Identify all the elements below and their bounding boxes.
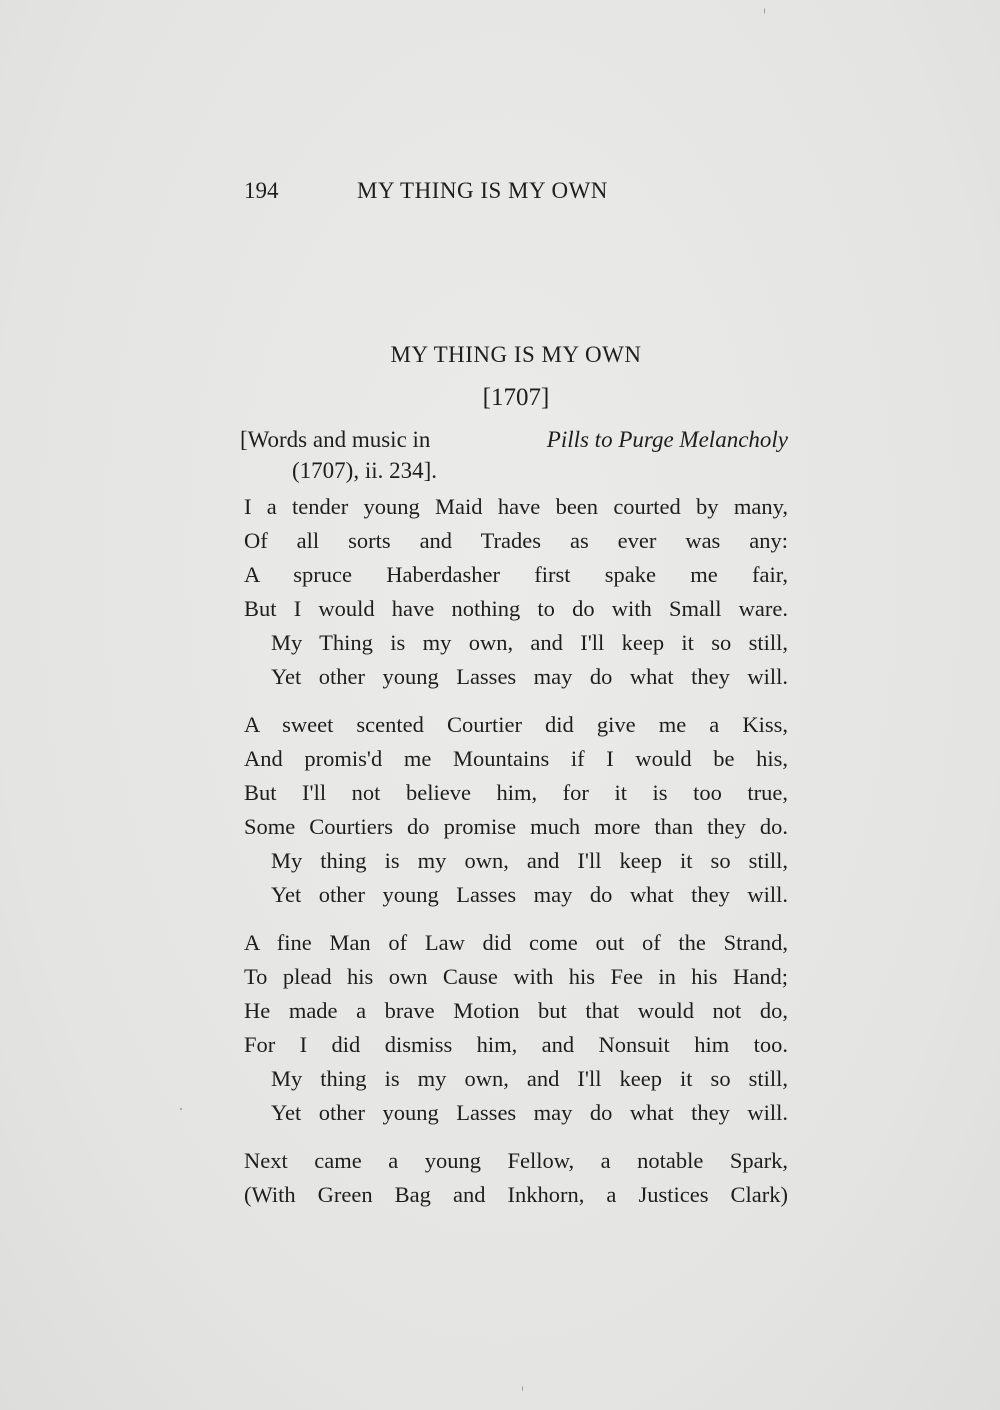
verse-line: Of all sorts and Trades as ever was any: [244,528,788,553]
stanza [244,926,788,1130]
stanza [244,490,788,694]
verse-line: (With Green Bag and Inkhorn, a Justices Clark) [244,1182,788,1207]
paper-speck [522,1386,523,1391]
refrain-line: Yet other young Lasses may do what they will. [271,1100,788,1125]
verse-line: A sweet scented Courtier did give me a Kiss, [244,712,788,737]
editorial-note [240,424,788,486]
note-line [240,455,788,486]
verse-line: I a tender young Maid have been courted by many, [244,494,788,519]
poem-title: MY THING IS MY OWN [390,342,642,367]
page-number: 194 [244,178,279,203]
running-head [244,178,664,212]
refrain-line: My Thing is my own, and I'll keep it so still, [271,630,788,655]
poem-date: [1707] [482,384,550,411]
note-source: Pills to Purge Melancholy [546,427,788,452]
paper-speck [180,1108,182,1110]
running-head-title: MY THING IS MY OWN [357,178,608,203]
verse-line: To plead his own Cause with his Fee in his Hand; [244,964,788,989]
verse-line: But I would have nothing to do with Small ware. [244,596,788,621]
verse-line: He made a brave Motion but that would not do, [244,998,788,1023]
verse-line: Next came a young Fellow, a notable Spark, [244,1148,788,1173]
refrain-line: Yet other young Lasses may do what they will. [271,882,788,907]
stanza [244,1144,788,1212]
refrain-line: My thing is my own, and I'll keep it so still, [271,848,788,873]
verse-line: A fine Man of Law did come out of the Strand, [244,930,788,955]
note-prefix: [Words and music in [240,427,431,452]
note-suffix: (1707), ii. 234]. [292,458,438,483]
verse-line: Some Courtiers do promise much more than they do. [244,814,788,839]
verse-line: But I'll not believe him, for it is too true, [244,780,788,805]
verse-line: A spruce Haberdasher first spake me fair, [244,562,788,587]
paper-speck [764,8,765,14]
verse-line: And promis'd me Mountains if I would be his, [244,746,788,771]
stanza [244,708,788,912]
verse-line: For I did dismiss him, and Nonsuit him too. [244,1032,788,1057]
poem-body [244,490,788,1226]
note-line [240,424,788,455]
refrain-line: Yet other young Lasses may do what they will. [271,664,788,689]
refrain-line: My thing is my own, and I'll keep it so still, [271,1066,788,1091]
